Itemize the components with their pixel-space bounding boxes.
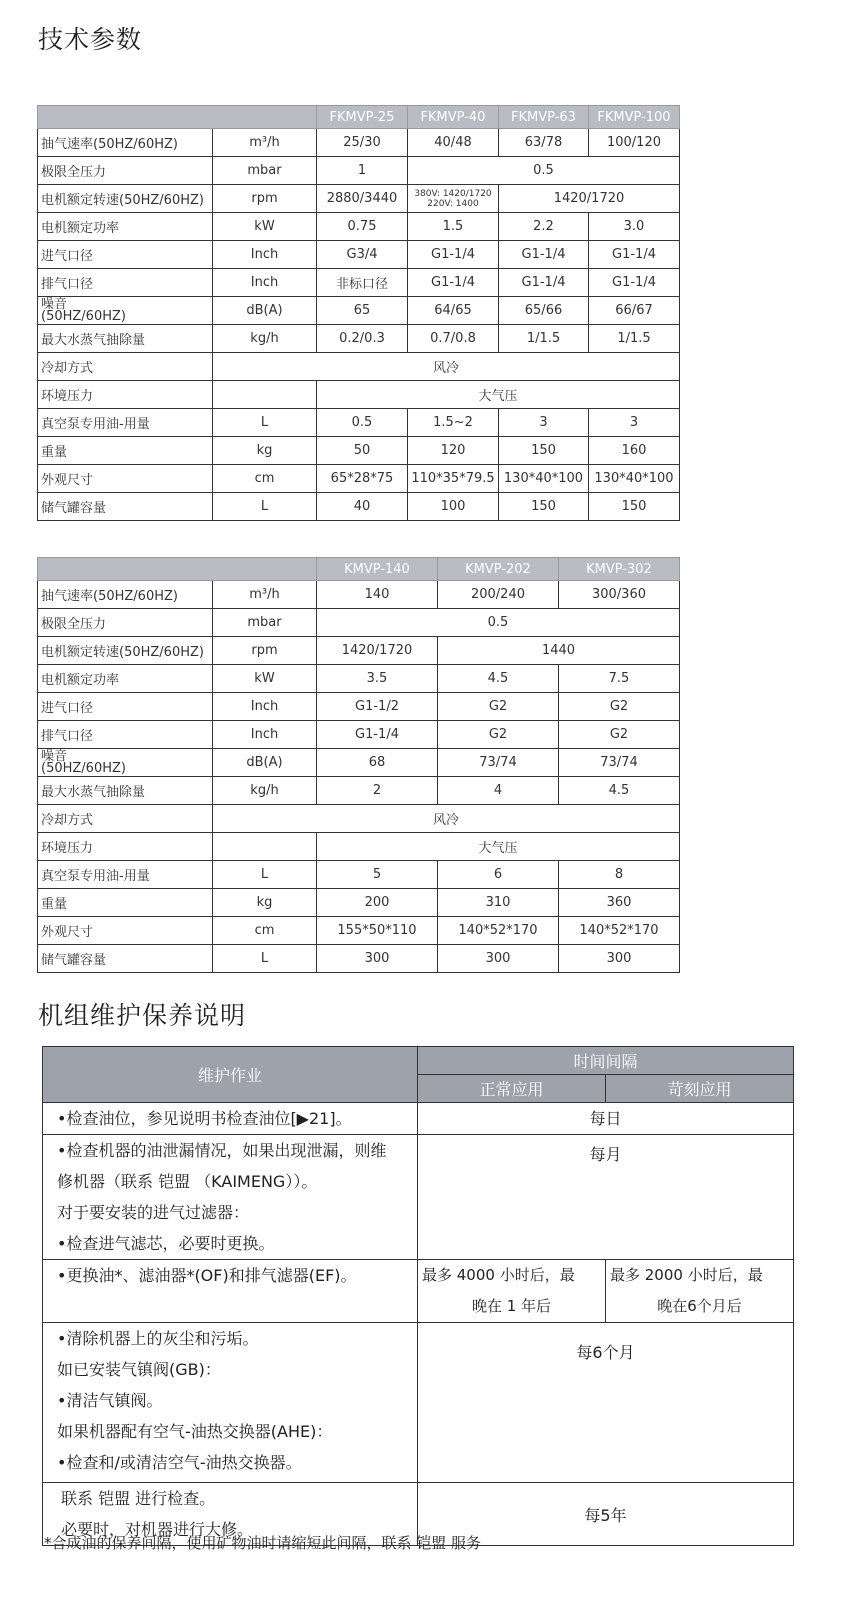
row-label: 电机额定转速(50HZ/60HZ) (38, 637, 213, 665)
row-unit: m³/h (213, 129, 317, 157)
row-unit: Inch (213, 693, 317, 721)
table-row (38, 353, 680, 381)
row-unit: kg (213, 889, 317, 917)
table-row (38, 493, 680, 521)
cell-value: 5 (317, 861, 438, 889)
cell-value: 155*50*110 (317, 917, 438, 945)
cell-value: 73/74 (438, 749, 559, 777)
cell-value: 4.5 (438, 665, 559, 693)
header-normal: 正常应用 (418, 1075, 606, 1103)
row-unit: Inch (213, 269, 317, 297)
cell-value: 1/1.5 (589, 325, 680, 353)
row-unit: kg/h (213, 777, 317, 805)
row-label: 重量 (38, 889, 213, 917)
table-row (38, 861, 680, 889)
cell-value: 大气压 (317, 381, 680, 409)
row-unit: kW (213, 665, 317, 693)
section-title-tech-params: 技术参数 (38, 25, 143, 54)
cell-value: 200/240 (438, 581, 559, 609)
row-label: 极限全压力 (38, 157, 213, 185)
table-row (38, 269, 680, 297)
row-label: 进气口径 (38, 693, 213, 721)
cell-value: 7.5 (559, 665, 680, 693)
voltage-380-line: 380V: 1420/1720 (414, 188, 492, 199)
row-unit: kg/h (213, 325, 317, 353)
cell-value: G2 (559, 721, 680, 749)
cell-value: 风冷 (213, 805, 680, 833)
cell-value: 2 (317, 777, 438, 805)
task-line: 如已安装气镇阀(GB)： (57, 1360, 221, 1379)
table-row (38, 609, 680, 637)
row-unit: kg (213, 437, 317, 465)
row-unit: Inch (213, 241, 317, 269)
row-label: 噪音 (41, 296, 68, 312)
row-label: 外观尺寸 (38, 465, 213, 493)
row-unit: Inch (213, 721, 317, 749)
cell-value: 160 (589, 437, 680, 465)
task-cell (43, 1103, 418, 1135)
table-row (38, 297, 680, 325)
cell-value: 0.7/0.8 (408, 325, 499, 353)
maintenance-table (42, 1046, 794, 1546)
task-line: 修机器（联系 铠盟 （KAIMENG））。 (57, 1172, 318, 1191)
row-unit: m³/h (213, 581, 317, 609)
header-blank (38, 558, 317, 581)
cell-value: 300 (317, 945, 438, 973)
table-row (38, 157, 680, 185)
task-line: •检查进气滤芯，必要时更换。 (57, 1234, 275, 1253)
row-label: 最大水蒸气抽除量 (38, 777, 213, 805)
cell-value: G1-1/4 (589, 241, 680, 269)
row-unit: L (213, 493, 317, 521)
cell-value: 310 (438, 889, 559, 917)
cell-value: 150 (499, 493, 589, 521)
cell-value: 140*52*170 (438, 917, 559, 945)
task-line: 对于要安装的进气过滤器： (57, 1203, 250, 1222)
row-label: 电机额定功率 (38, 665, 213, 693)
row-label-sub: (50HZ/60HZ) (41, 760, 126, 776)
row-label: 最大水蒸气抽除量 (38, 325, 213, 353)
row-label: 真空泵专用油-用量 (38, 861, 213, 889)
task-line: •更换油*、滤油器*(OF)和排气滤器(EF)。 (57, 1266, 357, 1285)
cell-value: 1 (317, 157, 408, 185)
row-label: 储气罐容量 (38, 945, 213, 973)
cell-value: 150 (499, 437, 589, 465)
row-unit: cm (213, 917, 317, 945)
cell-value: 150 (589, 493, 680, 521)
cell-value: 140*52*170 (559, 917, 680, 945)
table-row (38, 581, 680, 609)
cell-value: 40 (317, 493, 408, 521)
table-row (38, 465, 680, 493)
row-label: 外观尺寸 (38, 917, 213, 945)
cell-value: 6 (438, 861, 559, 889)
header-blank (38, 106, 317, 129)
table-row (38, 213, 680, 241)
interval-cell: 每5年 (418, 1483, 794, 1546)
row-label-sub: (50HZ/60HZ) (41, 308, 126, 324)
cell-value: 0.2/0.3 (317, 325, 408, 353)
row-label: 噪音 (41, 748, 68, 764)
maintenance-header-row (43, 1047, 794, 1075)
task-line: •检查机器的油泄漏情况，如果出现泄漏，则维 (57, 1141, 387, 1160)
cell-value: 360 (559, 889, 680, 917)
cell-value: G1-1/4 (499, 241, 589, 269)
cell-value: 4.5 (559, 777, 680, 805)
table-header-row (38, 558, 680, 581)
table-row (38, 889, 680, 917)
footnote: *合成油的保养间隔，使用矿物油时请缩短此间隔，联系 铠盟 服务 (44, 1534, 482, 1552)
cell-value: 8 (559, 861, 680, 889)
row-unit: dB(A) (213, 749, 317, 777)
table-row (38, 665, 680, 693)
row-label: 重量 (38, 437, 213, 465)
task-line: •清洁气镇阀。 (57, 1391, 163, 1410)
cell-value: G2 (559, 693, 680, 721)
model-header: KMVP-302 (559, 558, 680, 581)
cell-value: G1-1/4 (589, 269, 680, 297)
model-header: KMVP-140 (317, 558, 438, 581)
task-line: 联系 铠盟 进行检查。 (61, 1489, 216, 1508)
table-row (38, 805, 680, 833)
cell-value: 1420/1720 (499, 185, 680, 213)
cell-value: 0.5 (317, 409, 408, 437)
cell-value: 130*40*100 (589, 465, 680, 493)
interval-line: 晚在 1 年后 (471, 1297, 552, 1315)
cell-value: 100/120 (589, 129, 680, 157)
cell-value: 2.2 (499, 213, 589, 241)
row-unit: L (213, 861, 317, 889)
cell-value-voltage (408, 185, 499, 213)
table-row (38, 637, 680, 665)
table-row (38, 945, 680, 973)
cell-value: G1-1/4 (408, 269, 499, 297)
cell-value: G2 (438, 693, 559, 721)
cell-value: G1-1/4 (499, 269, 589, 297)
cell-value: 0.75 (317, 213, 408, 241)
cell-value: 3 (499, 409, 589, 437)
row-label-noise (38, 297, 213, 325)
cell-value: G2 (438, 721, 559, 749)
table-row (38, 185, 680, 213)
interval-normal-cell (418, 1260, 606, 1323)
row-unit: L (213, 409, 317, 437)
cell-value: G1-1/2 (317, 693, 438, 721)
cell-value: 140 (317, 581, 438, 609)
table-row (38, 721, 680, 749)
row-label-noise (38, 749, 213, 777)
table-row (38, 917, 680, 945)
cell-value: 4 (438, 777, 559, 805)
row-unit: L (213, 945, 317, 973)
cell-value: 0.5 (317, 609, 680, 637)
row-unit (213, 833, 317, 861)
spec-table-kmvp (37, 557, 680, 973)
cell-value: 65 (317, 297, 408, 325)
row-unit: dB(A) (213, 297, 317, 325)
cell-value: 25/30 (317, 129, 408, 157)
table-row (38, 777, 680, 805)
task-line: •检查和/或清洁空气-油热交换器。 (57, 1453, 302, 1472)
row-label: 冷却方式 (38, 353, 213, 381)
row-unit: mbar (213, 157, 317, 185)
model-header: FKMVP-25 (317, 106, 408, 129)
cell-value: G3/4 (317, 241, 408, 269)
task-cell (43, 1135, 418, 1260)
row-unit: cm (213, 465, 317, 493)
interval-cell: 每月 (418, 1135, 794, 1260)
cell-value: 300 (438, 945, 559, 973)
row-label: 抽气速率(50HZ/60HZ) (38, 581, 213, 609)
maintenance-row (43, 1135, 794, 1260)
cell-value: 0.5 (408, 157, 680, 185)
header-task: 维护作业 (43, 1047, 418, 1103)
table-row (38, 409, 680, 437)
cell-value: 130*40*100 (499, 465, 589, 493)
row-label: 排气口径 (38, 721, 213, 749)
row-label: 极限全压力 (38, 609, 213, 637)
table-row (38, 381, 680, 409)
table-row (38, 325, 680, 353)
cell-value: 2880/3440 (317, 185, 408, 213)
row-label: 电机额定转速(50HZ/60HZ) (38, 185, 213, 213)
cell-value: 非标口径 (317, 269, 408, 297)
cell-value: G1-1/4 (317, 721, 438, 749)
interval-line: 晚在6个月后 (657, 1297, 742, 1315)
cell-value: 63/78 (499, 129, 589, 157)
interval-harsh-cell (606, 1260, 794, 1323)
row-label: 真空泵专用油-用量 (38, 409, 213, 437)
cell-value: 300 (559, 945, 680, 973)
cell-value: 120 (408, 437, 499, 465)
row-label: 电机额定功率 (38, 213, 213, 241)
table-row (38, 129, 680, 157)
model-header: FKMVP-63 (499, 106, 589, 129)
table-row (38, 749, 680, 777)
cell-value: 大气压 (317, 833, 680, 861)
cell-value: 1.5 (408, 213, 499, 241)
row-label: 冷却方式 (38, 805, 213, 833)
row-unit (213, 381, 317, 409)
maintenance-row (43, 1323, 794, 1483)
task-line: 如果机器配有空气-油热交换器(AHE)： (57, 1422, 333, 1441)
cell-value: 300/360 (559, 581, 680, 609)
cell-value: 100 (408, 493, 499, 521)
cell-value: 3 (589, 409, 680, 437)
task-line: •检查油位，参见说明书检查油位[▶21]。 (57, 1109, 352, 1128)
cell-value: 1420/1720 (317, 637, 438, 665)
cell-value: 50 (317, 437, 408, 465)
interval-cell: 每6个月 (418, 1323, 794, 1483)
cell-value: 64/65 (408, 297, 499, 325)
row-unit: kW (213, 213, 317, 241)
voltage-220-line: 220V: 1400 (427, 198, 479, 209)
cell-value: 110*35*79.5 (408, 465, 499, 493)
model-header: FKMVP-40 (408, 106, 499, 129)
task-cell (43, 1260, 418, 1323)
row-unit: mbar (213, 609, 317, 637)
cell-value: 65*28*75 (317, 465, 408, 493)
table-row (38, 437, 680, 465)
task-line: •清除机器上的灰尘和污垢。 (57, 1329, 259, 1348)
row-label: 环境压力 (38, 833, 213, 861)
row-unit: rpm (213, 637, 317, 665)
interval-cell: 每日 (418, 1103, 794, 1135)
task-cell (43, 1323, 418, 1483)
row-unit: rpm (213, 185, 317, 213)
header-harsh: 苛刻应用 (606, 1075, 794, 1103)
cell-value: 68 (317, 749, 438, 777)
table-row (38, 241, 680, 269)
cell-value: 73/74 (559, 749, 680, 777)
header-interval: 时间间隔 (418, 1047, 794, 1075)
cell-value: 风冷 (213, 353, 680, 381)
maintenance-row (43, 1103, 794, 1135)
cell-value: 1/1.5 (499, 325, 589, 353)
row-label: 进气口径 (38, 241, 213, 269)
task-line: 必要时，对机器进行大修。 (61, 1520, 254, 1539)
spec-table-fkmvp (37, 105, 680, 521)
interval-line: 最多 4000 小时后，最 (422, 1266, 575, 1284)
table-row (38, 833, 680, 861)
table-row (38, 693, 680, 721)
row-label: 排气口径 (38, 269, 213, 297)
interval-line: 最多 2000 小时后，最 (610, 1266, 763, 1284)
row-label: 环境压力 (38, 381, 213, 409)
section-title-maintenance: 机组维护保养说明 (38, 1001, 247, 1030)
model-header: FKMVP-100 (589, 106, 680, 129)
cell-value: 3.0 (589, 213, 680, 241)
cell-value: 1440 (438, 637, 680, 665)
cell-value: 1.5~2 (408, 409, 499, 437)
row-label: 储气罐容量 (38, 493, 213, 521)
cell-value: 65/66 (499, 297, 589, 325)
cell-value: 66/67 (589, 297, 680, 325)
row-label: 抽气速率(50HZ/60HZ) (38, 129, 213, 157)
cell-value: 200 (317, 889, 438, 917)
cell-value: 3.5 (317, 665, 438, 693)
maintenance-row (43, 1260, 794, 1323)
cell-value: G1-1/4 (408, 241, 499, 269)
model-header: KMVP-202 (438, 558, 559, 581)
cell-value: 40/48 (408, 129, 499, 157)
table-header-row (38, 106, 680, 129)
